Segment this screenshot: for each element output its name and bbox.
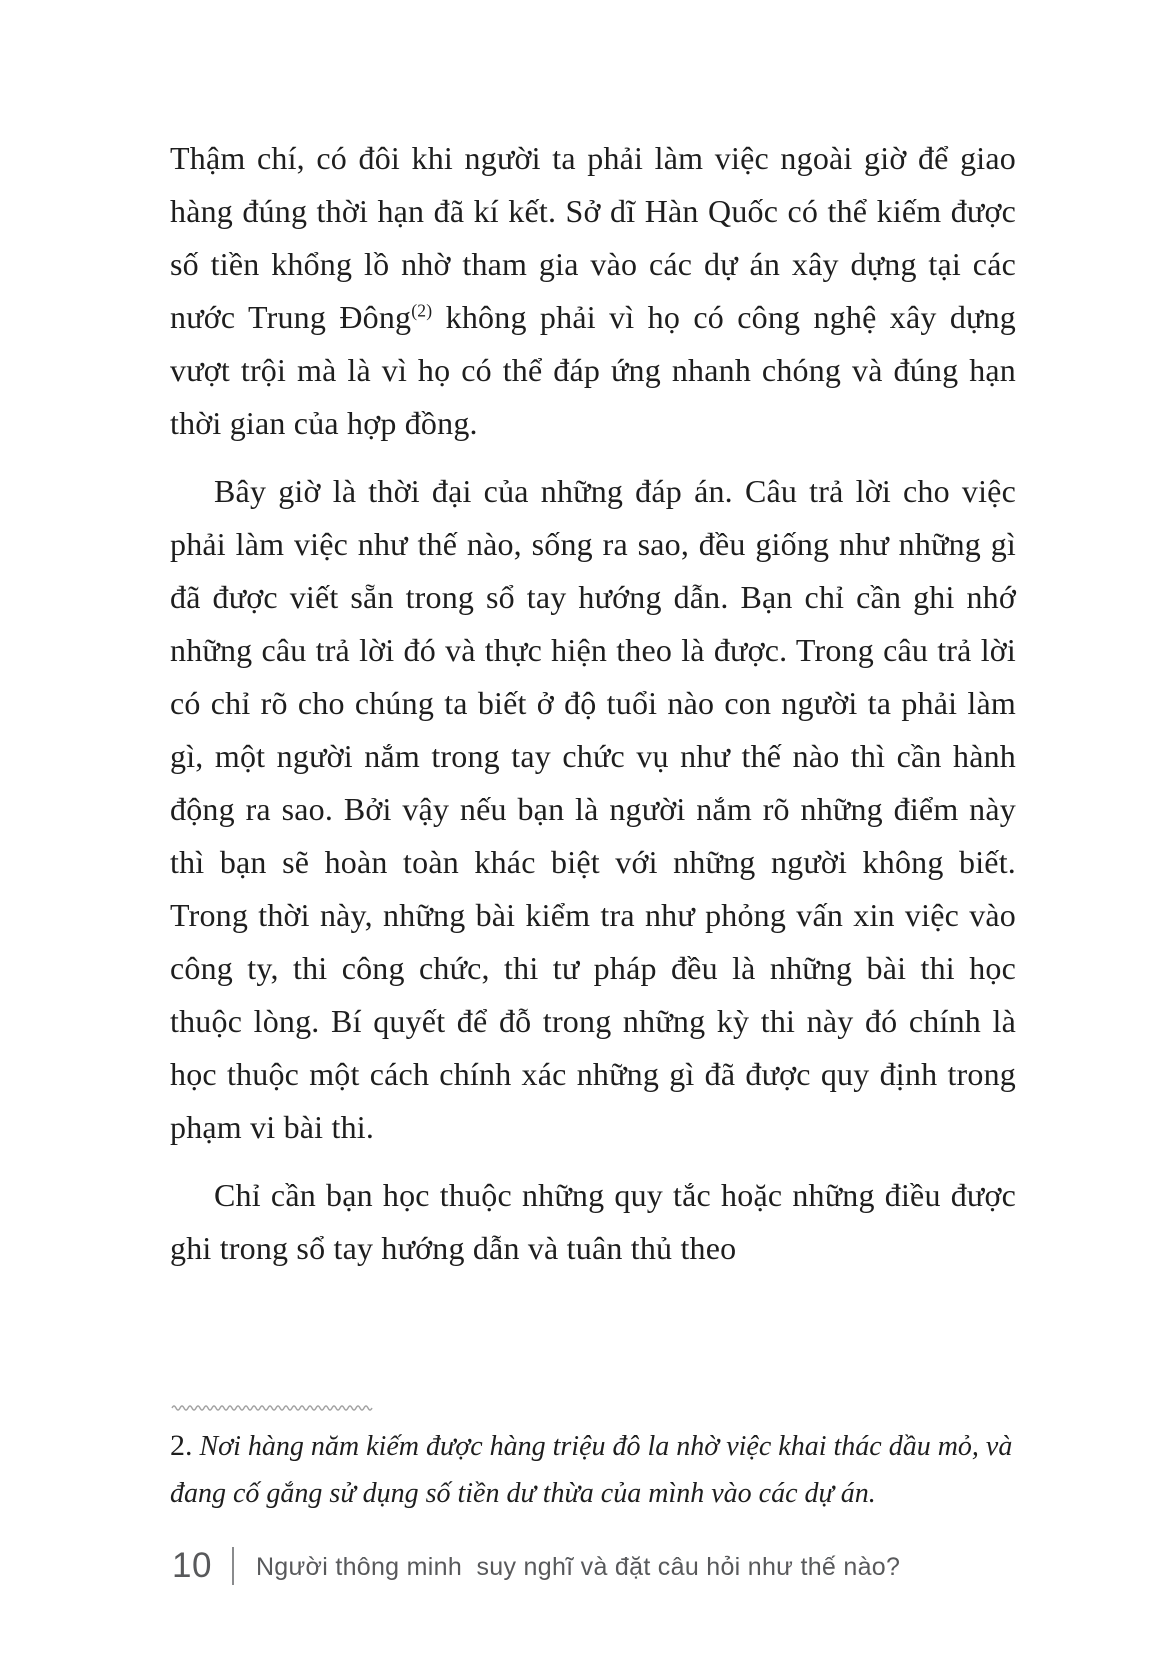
body-paragraph-1 [170, 132, 1016, 450]
footnote-divider-wavy-line [170, 1402, 374, 1412]
body-paragraph-2: Bây giờ là thời đại của những đáp án. Câu trả lời cho việc phải làm việc như thế nào, sống ra sao, đều giống như những gì đã được viết sẵn trong sổ tay hướng dẫn. Bạn chỉ cần ghi nhớ những câu trả lời đó và thực hiện theo là được. Trong câu trả lời có chỉ rõ cho chúng ta biết ở độ tuổi nào con người ta phải làm gì, một người nắm trong tay chức vụ như thế nào thì cần hành động ra sao. Bởi vậy nếu bạn là người nắm rõ những điểm này thì bạn sẽ hoàn toàn khác biệt với những người không biết. Trong thời này, những bài kiểm tra như phỏng vấn xin việc vào công ty, thi công chức, thi tư pháp đều là những bài thi học thuộc lòng. Bí quyết để đỗ trong những kỳ thi này đó chính là học thuộc một cách chính xác những gì đã được quy định trong phạm vi bài thi. [170, 473, 1016, 1145]
page-footer [172, 1543, 900, 1589]
paragraph-text-before-ref: Thậm chí, có đôi khi người ta phải làm việc ngoài giờ để giao hàng đúng thời hạn đã kí kết. Sở dĩ Hàn Quốc có thể kiếm được số tiền khổng lồ nhờ tham gia vào các dự án xây dựng tại các nước Trung Đông [170, 140, 1016, 335]
footnote-text: Nơi hàng năm kiếm được hàng triệu đô la nhờ việc khai thác dầu mỏ, và đang cố gắng sử dụng số tiền dư thừa của mình vào các dự án. [170, 1431, 1013, 1509]
footnote [170, 1422, 1016, 1517]
page-body [170, 132, 1016, 1275]
footnote-reference-marker: (2) [411, 300, 433, 321]
footer-separator [232, 1547, 234, 1585]
paragraph-text-after-ref: không phải vì họ có công nghệ xây dựng vượt trội mà là vì họ có thể đáp ứng nhanh chóng và đúng hạn thời gian của hợp đồng. [170, 299, 1016, 441]
footnote-marker: 2. [170, 1429, 193, 1462]
footnote-area [170, 1402, 1016, 1517]
book-title: Người thông minh suy nghĩ và đặt câu hỏi như thế nào? [255, 1552, 901, 1581]
body-paragraph-3: Chỉ cần bạn học thuộc những quy tắc hoặc những điều được ghi trong sổ tay hướng dẫn và tuân thủ theo [170, 1177, 1016, 1266]
page-number: 10 [172, 1546, 212, 1585]
